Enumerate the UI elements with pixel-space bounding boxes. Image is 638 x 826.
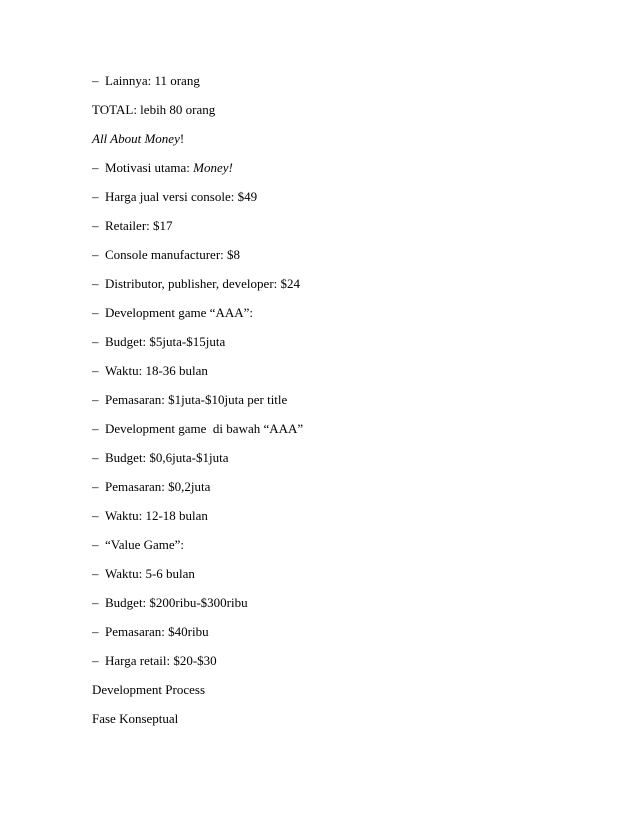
bullet-dash: – bbox=[92, 218, 99, 233]
list-item bbox=[92, 507, 572, 536]
line-text: Pemasaran: $1juta-$10juta per title bbox=[105, 392, 288, 407]
list-item bbox=[92, 478, 572, 507]
line-text: Distributor, publisher, developer: $24 bbox=[105, 276, 301, 291]
line-text: Motivasi utama: bbox=[105, 160, 194, 175]
bullet-dash: – bbox=[92, 421, 99, 436]
line-text: “Value Game”: bbox=[105, 537, 185, 552]
text-body bbox=[92, 72, 572, 739]
list-item bbox=[92, 652, 572, 681]
bullet-dash: – bbox=[92, 537, 99, 552]
line-text: Pemasaran: $40ribu bbox=[105, 624, 209, 639]
line-emphasis: Money! bbox=[193, 160, 233, 175]
list-item bbox=[92, 159, 572, 188]
bullet-dash: – bbox=[92, 392, 99, 407]
bullet-dash: – bbox=[92, 73, 99, 88]
line-text: Fase Konseptual bbox=[92, 711, 179, 726]
list-item bbox=[92, 536, 572, 565]
line-text: Budget: $5juta-$15juta bbox=[105, 334, 226, 349]
bullet-dash: – bbox=[92, 624, 99, 639]
line-text: TOTAL: lebih 80 orang bbox=[92, 102, 216, 117]
line-text: Development game “AAA”: bbox=[105, 305, 254, 320]
heading-suffix: ! bbox=[179, 131, 185, 146]
line-text: Retailer: $17 bbox=[105, 218, 173, 233]
list-item bbox=[92, 304, 572, 333]
bullet-dash: – bbox=[92, 566, 99, 581]
list-item bbox=[92, 217, 572, 246]
list-item bbox=[92, 275, 572, 304]
list-item bbox=[92, 246, 572, 275]
heading-italic-text: All About Money bbox=[92, 131, 180, 146]
bullet-dash: – bbox=[92, 508, 99, 523]
list-item bbox=[92, 420, 572, 449]
list-item bbox=[92, 333, 572, 362]
list-item bbox=[92, 72, 572, 101]
bullet-dash: – bbox=[92, 595, 99, 610]
list-item bbox=[92, 623, 572, 652]
line-text: Waktu: 12-18 bulan bbox=[105, 508, 208, 523]
line-text: Harga jual versi console: $49 bbox=[105, 189, 258, 204]
list-item bbox=[92, 391, 572, 420]
paragraph-heading bbox=[92, 710, 572, 739]
list-item bbox=[92, 362, 572, 391]
line-text: Pemasaran: $0,2juta bbox=[105, 479, 211, 494]
line-text: Console manufacturer: $8 bbox=[105, 247, 241, 262]
total-line bbox=[92, 101, 572, 130]
bullet-dash: – bbox=[92, 189, 99, 204]
bullet-dash: – bbox=[92, 247, 99, 262]
list-item bbox=[92, 188, 572, 217]
bullet-dash: – bbox=[92, 653, 99, 668]
bullet-dash: – bbox=[92, 305, 99, 320]
line-text: Development game di bawah “AAA” bbox=[105, 421, 304, 436]
bullet-dash: – bbox=[92, 276, 99, 291]
line-text: Budget: $200ribu-$300ribu bbox=[105, 595, 248, 610]
bullet-dash: – bbox=[92, 479, 99, 494]
bullet-dash: – bbox=[92, 160, 99, 175]
list-item bbox=[92, 594, 572, 623]
line-text: Budget: $0,6juta-$1juta bbox=[105, 450, 229, 465]
line-text: Harga retail: $20-$30 bbox=[105, 653, 217, 668]
bullet-dash: – bbox=[92, 450, 99, 465]
line-text: Waktu: 18-36 bulan bbox=[105, 363, 208, 378]
line-text: Development Process bbox=[92, 682, 206, 697]
line-text: Lainnya: 11 orang bbox=[105, 73, 200, 88]
list-item bbox=[92, 449, 572, 478]
line-text: Waktu: 5-6 bulan bbox=[105, 566, 195, 581]
paragraph-heading bbox=[92, 681, 572, 710]
section-heading bbox=[92, 130, 572, 159]
list-item bbox=[92, 565, 572, 594]
bullet-dash: – bbox=[92, 363, 99, 378]
bullet-dash: – bbox=[92, 334, 99, 349]
